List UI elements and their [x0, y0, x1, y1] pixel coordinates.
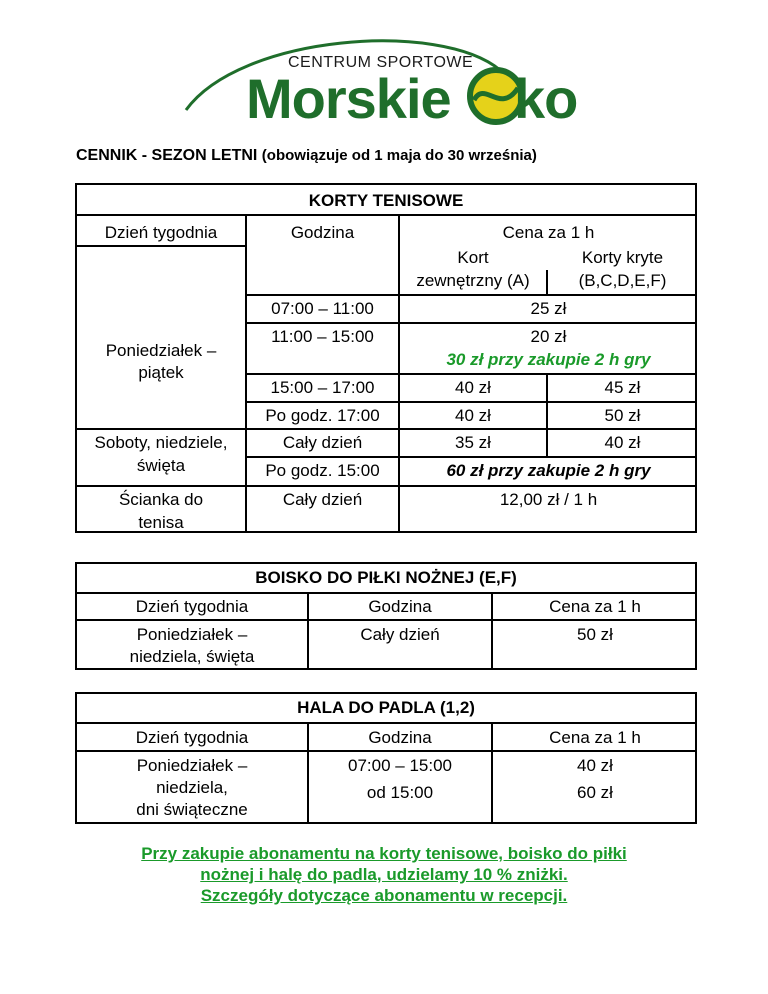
tennis-row-hour: Po godz. 15:00: [265, 461, 380, 480]
tennis-row-outdoor: 35 zł: [455, 433, 491, 452]
tennis-row-price: 20 zł: [530, 327, 567, 346]
tennis-row-hour: Po godz. 17:00: [265, 406, 380, 425]
tennis-row-indoor: 50 zł: [604, 406, 641, 425]
logo: [180, 30, 580, 130]
divider: [245, 322, 697, 324]
logo-brand-text: Morskie: [246, 67, 451, 130]
tennis-row-indoor: 45 zł: [604, 378, 641, 397]
tennis-sub-outdoor-2: zewnętrzny (A): [416, 271, 530, 290]
padel-col-day: Dzień tygodnia: [135, 728, 249, 747]
divider: [75, 592, 697, 594]
padel-hour-2: od 15:00: [366, 783, 434, 802]
tennis-row-indoor: 40 zł: [604, 433, 641, 452]
divider: [75, 214, 697, 216]
tennis-row-hour: Cały dzień: [282, 490, 363, 509]
tennis-row-price: 12,00 zł / 1 h: [499, 490, 598, 509]
football-hour: Cały dzień: [360, 625, 440, 644]
football-col-price: Cena za 1 h: [549, 597, 641, 616]
divider: [75, 428, 697, 430]
divider: [245, 373, 697, 375]
wall-label-1: Ścianka do: [118, 490, 204, 509]
logo-brand-ko: ko: [514, 67, 578, 130]
padel-price-2: 60 zł: [577, 783, 613, 802]
tennis-row-promo: 30 zł przy zakupie 2 h gry: [446, 350, 651, 369]
tennis-row-hour: 15:00 – 17:00: [270, 378, 375, 397]
football-day-1: Poniedziałek –: [136, 625, 248, 644]
padel-hour-1: 07:00 – 15:00: [348, 756, 452, 775]
football-title: BOISKO DO PIŁKI NOŻNEJ (E,F): [255, 568, 517, 587]
divider: [75, 750, 697, 752]
price-list-heading: [76, 147, 537, 165]
weekend-label-1: Soboty, niedziele,: [94, 433, 228, 452]
tennis-row-price: 25 zł: [530, 299, 567, 318]
padel-col-price: Cena za 1 h: [549, 728, 641, 747]
divider: [75, 722, 697, 724]
divider: [75, 619, 697, 621]
padel-title: HALA DO PADLA (1,2): [297, 698, 475, 717]
padel-day-2: niedziela,: [156, 778, 228, 797]
tennis-row-outdoor: 40 zł: [455, 406, 491, 425]
footer-line-2: nożnej i halę do padla, udzielamy 10 % zniżki.: [200, 865, 568, 884]
divider: [245, 294, 697, 296]
football-day-2: niedziela, święta: [129, 647, 255, 666]
weekday-label-1: Poniedziałek –: [105, 341, 217, 360]
tennis-row-outdoor: 40 zł: [455, 378, 491, 397]
tennis-title: KORTY TENISOWE: [308, 191, 464, 210]
weekday-label-2: piątek: [138, 363, 184, 382]
footer-line-1: Przy zakupie abonamentu na korty tenisowe, boisko do piłki: [141, 844, 627, 863]
padel-day-1: Poniedziałek –: [136, 756, 248, 775]
tennis-row-promo: 60 zł przy zakupie 2 h gry: [446, 461, 651, 480]
subscription-note: [60, 843, 708, 906]
padel-day-3: dni świąteczne: [136, 800, 248, 819]
tennis-row-hour: 11:00 – 15:00: [271, 327, 374, 346]
footer-line-3: Szczegóły dotyczące abonamentu w recepcji.: [200, 886, 568, 905]
tennis-sub-indoor-2: (B,C,D,E,F): [578, 271, 667, 290]
tennis-sub-outdoor-1: Kort: [457, 248, 489, 267]
divider: [75, 245, 245, 247]
heading-sub: (obowiązuje od 1 maja do 30 września): [261, 147, 537, 164]
tennis-sub-indoor-1: Korty kryte: [581, 248, 664, 267]
weekend-label-2: święta: [136, 456, 186, 475]
divider: [245, 456, 697, 458]
wall-label-2: tenisa: [138, 513, 184, 532]
divider: [245, 401, 697, 403]
logo-small-text: CENTRUM SPORTOWE: [288, 54, 474, 71]
tennis-col-day: Dzień tygodnia: [104, 223, 218, 242]
divider: [75, 485, 697, 487]
padel-col-hour: Godzina: [368, 728, 432, 747]
football-col-day: Dzień tygodnia: [135, 597, 249, 616]
tennis-row-hour: Cały dzień: [282, 433, 363, 452]
football-col-hour: Godzina: [368, 597, 432, 616]
football-price: 50 zł: [577, 625, 613, 644]
heading-main: CENNIK - SEZON LETNI: [76, 147, 258, 164]
tennis-col-price: Cena za 1 h: [502, 223, 595, 242]
tennis-col-hour: Godzina: [290, 223, 355, 242]
padel-price-1: 40 zł: [577, 756, 613, 775]
tennis-row-hour: 07:00 – 11:00: [271, 299, 374, 318]
